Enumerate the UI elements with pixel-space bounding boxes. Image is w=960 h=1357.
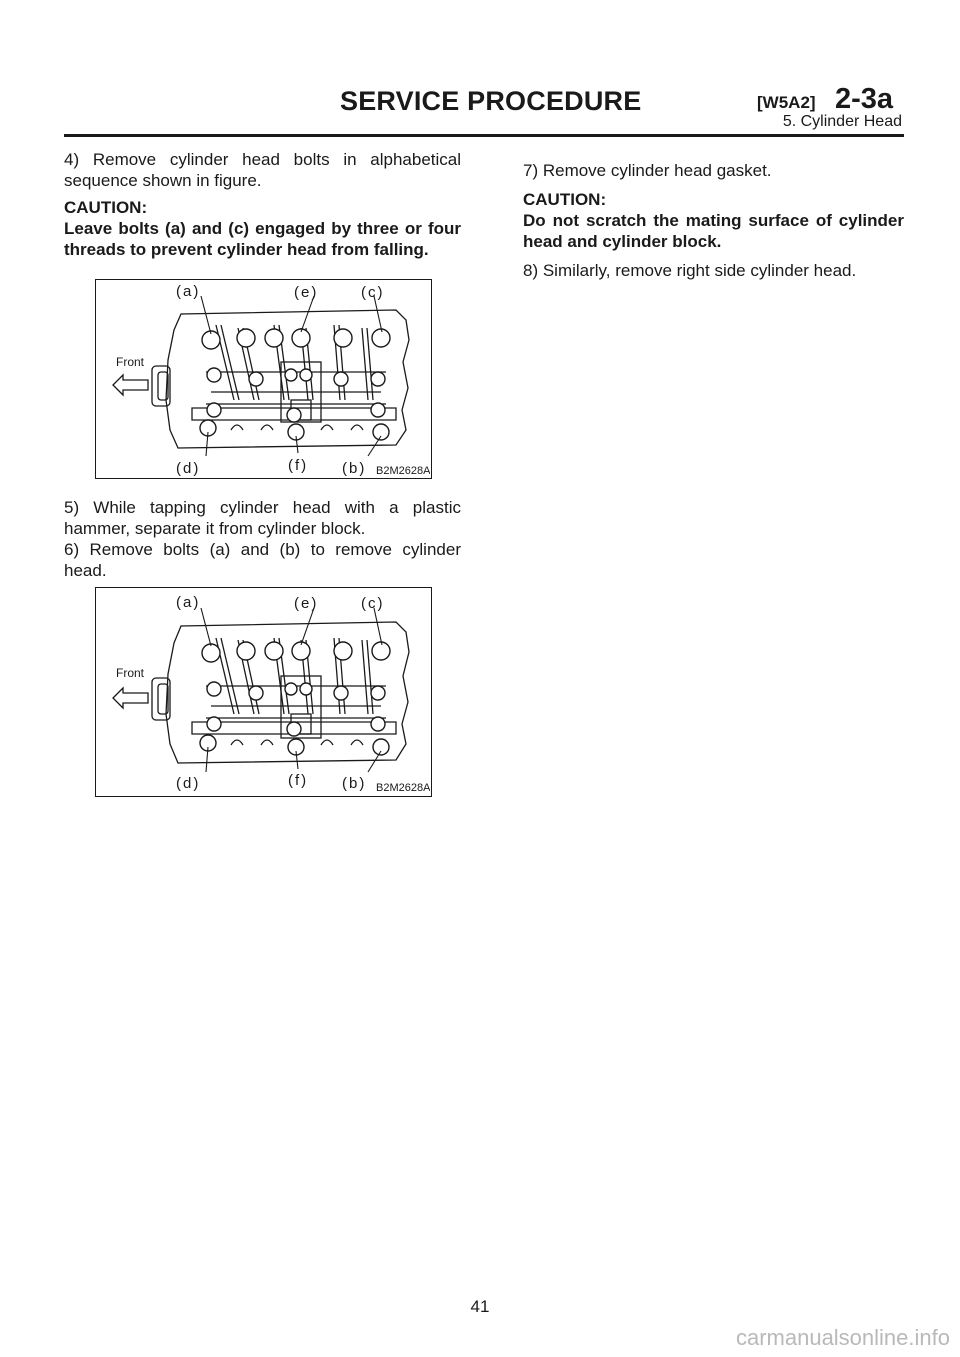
caution-text-1: Leave bolts (a) and (c) engaged by three or four threads to prevent cylinder head from falling. bbox=[64, 219, 461, 259]
front-label: Front bbox=[116, 355, 145, 369]
page-number: 41 bbox=[470, 1297, 490, 1316]
caution-text-2: Do not scratch the mating surface of cylinder head and cylinder block. bbox=[523, 211, 904, 251]
caution-label-1: CAUTION: bbox=[64, 198, 148, 217]
right-column bbox=[523, 160, 904, 281]
label-e: (e) bbox=[294, 595, 319, 612]
figure-code: B2M2628A bbox=[376, 465, 430, 477]
cylinder-head-diagram-1 bbox=[96, 280, 430, 477]
section-number: 2-3a bbox=[835, 83, 894, 115]
label-f: (f) bbox=[288, 457, 309, 474]
step-8-text: 8) Similarly, remove right side cylinder head. bbox=[523, 261, 857, 280]
step-4-text: 4) Remove cylinder head bolts in alphabetical sequence shown in figure. bbox=[64, 150, 461, 190]
label-a: (a) bbox=[176, 283, 201, 300]
label-b: (b) bbox=[342, 775, 367, 792]
cylinder-head-diagram-2 bbox=[96, 588, 430, 795]
step-7-text: 7) Remove cylinder head gasket. bbox=[523, 161, 772, 180]
section-subtitle: 5. Cylinder Head bbox=[782, 113, 902, 130]
caution-label-2: CAUTION: bbox=[523, 190, 607, 209]
label-e: (e) bbox=[294, 284, 319, 301]
figure-1 bbox=[95, 279, 432, 479]
label-a: (a) bbox=[176, 594, 201, 611]
front-label: Front bbox=[116, 666, 145, 680]
page-title: SERVICE PROCEDURE bbox=[340, 86, 642, 116]
front-arrow-icon bbox=[113, 375, 148, 395]
step-4-block bbox=[64, 149, 461, 260]
label-c: (c) bbox=[361, 595, 385, 612]
step-6-text: 6) Remove bolts (a) and (b) to remove cylinder head. bbox=[64, 540, 461, 580]
figure-code: B2M2628A bbox=[376, 782, 430, 794]
front-arrow-icon bbox=[113, 688, 148, 708]
steps-5-6-block bbox=[64, 497, 461, 581]
section-code: [W5A2] bbox=[757, 93, 816, 112]
header-rule bbox=[64, 134, 904, 137]
step-5-text: 5) While tapping cylinder head with a plastic hammer, separate it from cylinder block. bbox=[64, 498, 461, 538]
figure-2 bbox=[95, 587, 432, 797]
label-d: (d) bbox=[176, 460, 201, 477]
label-b: (b) bbox=[342, 460, 367, 477]
label-c: (c) bbox=[361, 284, 385, 301]
label-d: (d) bbox=[176, 775, 201, 792]
watermark[interactable]: carmanualsonline.info bbox=[735, 1325, 950, 1350]
label-f: (f) bbox=[288, 772, 309, 789]
